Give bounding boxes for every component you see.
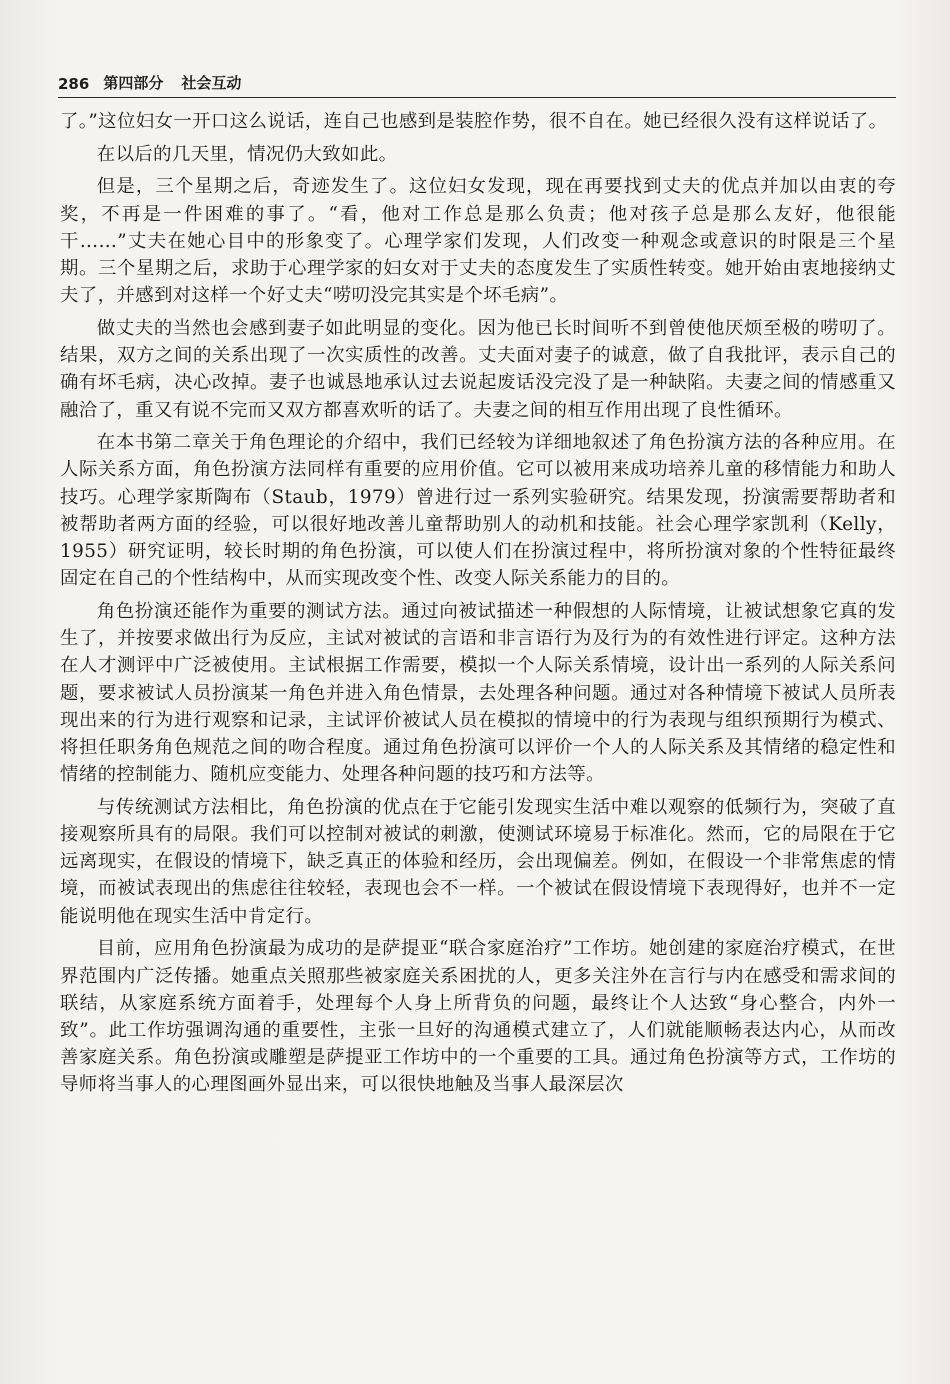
section-title: 社会互动 bbox=[181, 74, 242, 92]
part-title: 第四部分 bbox=[103, 74, 164, 92]
paragraph: 角色扮演还能作为重要的测试方法。通过向被试描述一种假想的人际情境，让被试想象它真的发生了，并按要求做出行为反应，主试对被试的言语和非言语行为及行为的有效性进行评定。这种方法在人才测评中广泛被使用。主试根据工作需要，模拟一个人际关系情境，设计出一系列的人际关系问题，要求被试人员扮演某一角色并进入角色情景，去处理各种问题。通过对各种情境下被试人员所表现出来的行为进行观察和记录，主试评价被试人员在模拟的情境中的行为表现与组织预期行为模式、将担任职务角色规范之间的吻合程度。通过角色扮演可以评价一个人的人际关系及其情绪的稳定性和情绪的控制能力、随机应变能力、处理各种问题的技巧和方法等。 bbox=[60, 600, 896, 786]
page-number: 286 bbox=[58, 75, 90, 93]
paragraph: 做丈夫的当然也会感到妻子如此明显的变化。因为他已长时间听不到曾使他厌烦至极的唠叨了。结果，双方之间的关系出现了一次实质性的改善。丈夫面对妻子的诚意，做了自我批评，表示自己的确有坏毛病，决心改掉。妻子也诚恳地承认过去说起废话没完没了是一种缺陷。夫妻之间的情感重又融洽了，重又有说不完而又双方都喜欢听的话了。夫妻之间的相互作用出现了良性循环。 bbox=[60, 317, 896, 421]
body-text bbox=[60, 108, 896, 1104]
running-header bbox=[58, 68, 896, 98]
paragraph: 与传统测试方法相比，角色扮演的优点在于它能引发现实生活中难以观察的低频行为，突破了直接观察所具有的局限。我们可以控制对被试的刺激，使测试环境易于标准化。然而，它的局限在于它远离现实，在假设的情境下，缺乏真正的体验和经历，会出现偏差。例如，在假设一个非常焦虑的情境，而被试表现出的焦虑往往较轻，表现也会不一样。一个被试在假设情境下表现得好，也并不一定能说明他在现实生活中肯定行。 bbox=[60, 796, 896, 927]
paragraph: 在本书第二章关于角色理论的介绍中，我们已经较为详细地叙述了角色扮演方法的各种应用。在人际关系方面，角色扮演方法同样有重要的应用价值。它可以被用来成功培养儿童的移情能力和助人技巧。心理学家斯陶布（Staub，1979）曾进行过一系列实验研究。结果发现，扮演需要帮助者和被帮助者两方面的经验，可以很好地改善儿童帮助别人的动机和技能。社会心理学家凯利（Kelly，1955）研究证明，较长时期的角色扮演，可以使人们在扮演过程中，将所扮演对象的个性特征最终固定在自己的个性结构中，从而实现改变个性、改变人际关系能力的目的。 bbox=[60, 432, 896, 590]
paragraph: 在以后的几天里，情况仍大致如此。 bbox=[96, 143, 398, 165]
paragraph: 但是，三个星期之后，奇迹发生了。这位妇女发现，现在再要找到丈夫的优点并加以由衷的夸奖，不再是一件困难的事了。“看，他对工作总是那么负责；他对孩子总是那么友好，他很能干……”丈夫在她心目中的形象变了。心理学家们发现，人们改变一种观念或意识的时限是三个星期。三个星期之后，求助于心理学家的妇女对于丈夫的态度发生了实质性转变。她开始由衷地接纳丈夫了，并感到对这样一个好丈夫“唠叨没完其实是个坏毛病”。 bbox=[60, 176, 896, 307]
paragraph-continued: 了。”这位妇女一开口这么说话，连自己也感到是装腔作势，很不自在。她已经很久没有这样说话了。 bbox=[60, 111, 888, 132]
paragraph: 目前，应用角色扮演最为成功的是萨提亚“联合家庭治疗”工作坊。她创建的家庭治疗模式，在世界范围内广泛传播。她重点关照那些被家庭关系困扰的人，更多关注外在言行与内在感受和需求间的联结，从家庭系统方面着手，处理每个人身上所背负的问题，最终让个人达致“身心整合，内外一致”。此工作坊强调沟通的重要性，主张一旦好的沟通模式建立了，人们就能顺畅表达内心，从而改善家庭关系。角色扮演或雕塑是萨提亚工作坊中的一个重要的工具。通过角色扮演等方式，工作坊的导师将当事人的心理图画外显出来，可以很快地触及当事人最深层次 bbox=[60, 938, 896, 1096]
